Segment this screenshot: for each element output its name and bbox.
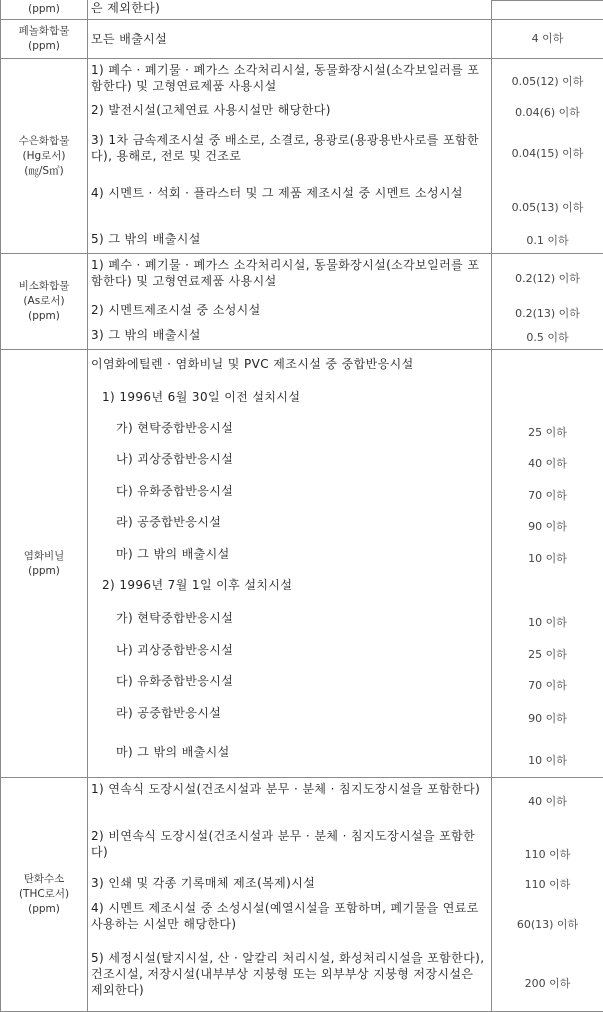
table-row	[1, 59, 603, 254]
category-cell: 비소화합물 (As로서) (ppm)	[1, 254, 88, 350]
table-row	[1, 350, 603, 778]
facility-cell: 이염화에틸렌 · 염화비닐 및 PVC 제조시설 중 중합반응시설 1) 1996년 6월 30일 이전 설치시설 가) 현탁중합반응시설 나) 괴상중합반응시설 다) 유화중합반응시설 라) 공중합반응시설 마) 그 밖의 배출시설 2) 1996년 7월 1일 이후 설치시설 가) 현탁중합반응시설 나) 괴상중합반응시설 다) 유화중합반응시설 라) 공중합반응시설 마) 그 밖의 배출시설	[88, 350, 492, 778]
facility-cell: 1) 폐수 · 폐기물 · 폐가스 소각처리시설, 동물화장시설(소각보일러를 포함한다) 및 고형연료제품 사용시설 2) 시멘트제조시설 중 소성시설 3) 그 밖의 배출시설	[88, 254, 492, 350]
limit-cell: 25 이하 40 이하 70 이하 90 이하 10 이하 10 이하 25 이하 70 이하 90 이하 10 이하	[492, 350, 603, 778]
facility-cell: 1) 폐수 · 폐기물 · 폐가스 소각처리시설, 동물화장시설(소각보일러를 포함한다) 및 고형연료제품 사용시설 2) 발전시설(고체연료 사용시설만 해당한다) 3) 1차 금속제조시설 중 배소로, 소결로, 용광로(용광용반사로를 포함한다), 용해로, 전로 및 건조로 4) 시멘트 · 석회 · 플라스터 및 그 제품 제조시설 중 시멘트 소성시설 5) 그 밖의 배출시설	[88, 59, 492, 254]
table-row	[1, 20, 603, 59]
category-cell: 탄화수소 (THC로서) (ppm)	[1, 778, 88, 1012]
facility-cell: 은 제외한다)	[88, 0, 492, 20]
table-row	[1, 778, 603, 1012]
limit-cell: 4 이하	[492, 20, 603, 59]
limit-cell: 40 이하 110 이하 110 이하 60(13) 이하 200 이하	[492, 778, 603, 1012]
limit-cell	[492, 0, 603, 1]
category-cell: (ppm)	[1, 0, 88, 20]
category-cell: 수은화합물 (Hg로서) (㎎/S㎥)	[1, 59, 88, 254]
facility-cell: 1) 연속식 도장시설(건조시설과 분무 · 분체 · 침지도장시설을 포함한다) 2) 비연속식 도장시설(건조시설과 분무 · 분체 · 침지도장시설을 포함한다) 3) 인쇄 및 각종 기록매체 제조(복제)시설 4) 시멘트 제조시설 중 소성시설(예열시설을 포함하며, 폐기물을 연료로 사용하는 시설만 해당한다) 5) 세정시설(탈지시설, 산 · 알칼리 처리시설, 화성처리시설을 포함한다), 건조시설, 저장시설(내부부상 지붕형 또는 외부부상 지붕형 저장시설은 제외한다)	[88, 778, 492, 1012]
table-row	[1, 254, 603, 350]
facility-cell: 모든 배출시설	[88, 20, 492, 59]
limit-cell: 0.05(12) 이하 0.04(6) 이하 0.04(15) 이하 0.05(13) 이하 0.1 이하	[492, 59, 603, 254]
limit-cell: 0.2(12) 이하 0.2(13) 이하 0.5 이하	[492, 254, 603, 350]
table-row	[1, 0, 603, 20]
category-cell: 페놀화합물 (ppm)	[1, 20, 88, 59]
category-cell: 염화비닐 (ppm)	[1, 350, 88, 778]
